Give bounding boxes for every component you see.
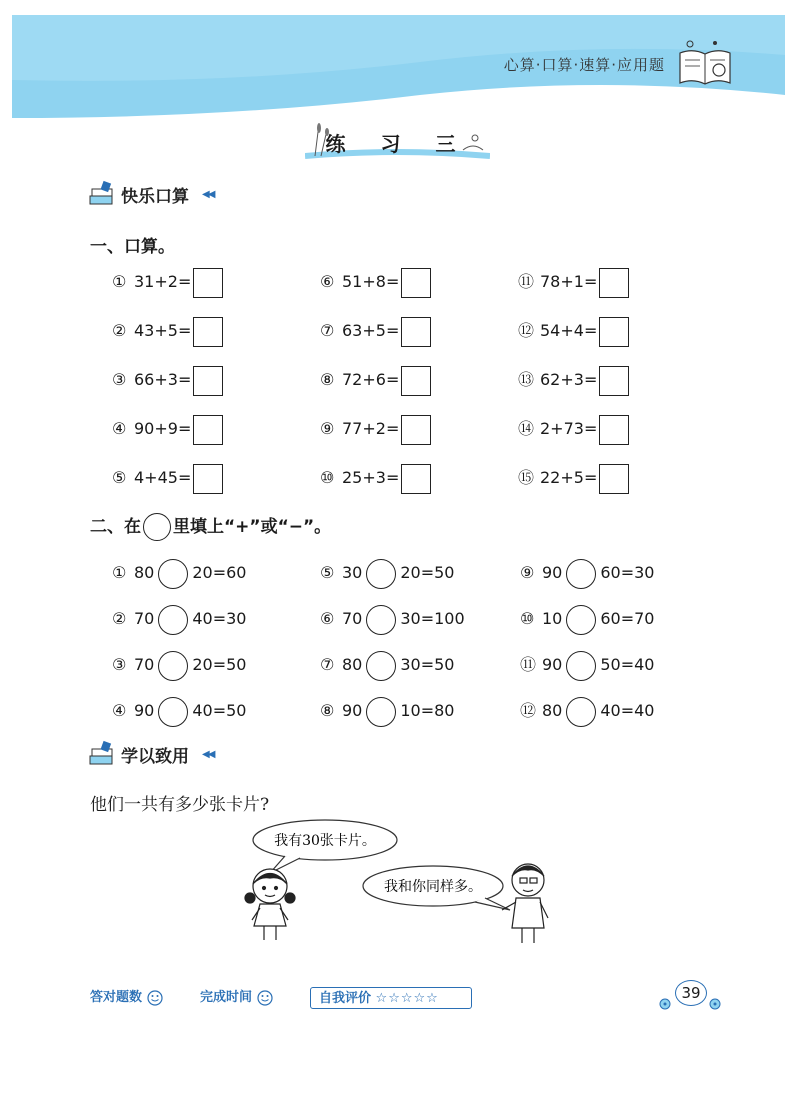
circle-symbol-icon bbox=[143, 513, 171, 541]
operator-item bbox=[520, 556, 654, 590]
operator-item bbox=[112, 694, 246, 728]
section-heading-apply bbox=[88, 740, 218, 770]
calc-item bbox=[112, 315, 223, 347]
calc-expression: 63+5= bbox=[342, 321, 400, 340]
item-number: ⑤ bbox=[320, 563, 335, 582]
equation-rest: 10=80 bbox=[400, 701, 455, 720]
equation-rest: 60=30 bbox=[600, 563, 655, 582]
calc-expression: 31+2= bbox=[134, 272, 192, 291]
equation-rest: 20=60 bbox=[192, 563, 247, 582]
item-number: ⑥ bbox=[320, 609, 335, 628]
section-label: 快乐口算 bbox=[121, 187, 189, 207]
section-label: 学以致用 bbox=[121, 747, 189, 767]
calc-expression: 2+73= bbox=[540, 419, 598, 438]
item-number: ① bbox=[112, 272, 127, 291]
operator-item bbox=[320, 556, 454, 590]
self-evaluation-box bbox=[310, 987, 472, 1009]
operator-circle[interactable] bbox=[158, 697, 188, 727]
calc-expression: 90+9= bbox=[134, 419, 192, 438]
operator-circle[interactable] bbox=[158, 605, 188, 635]
first-operand: 70 bbox=[134, 609, 155, 628]
item-number: ① bbox=[112, 563, 127, 582]
operator-item bbox=[520, 694, 654, 728]
page-number: 39 bbox=[675, 980, 707, 1006]
answer-box[interactable] bbox=[599, 415, 629, 445]
item-number: ④ bbox=[112, 419, 127, 438]
item-number: ⑭ bbox=[518, 419, 535, 438]
calc-expression: 43+5= bbox=[134, 321, 192, 340]
first-operand: 80 bbox=[134, 563, 155, 582]
answer-box[interactable] bbox=[193, 464, 223, 494]
calc-expression: 25+3= bbox=[342, 468, 400, 487]
first-operand: 30 bbox=[342, 563, 363, 582]
operator-circle[interactable] bbox=[566, 605, 596, 635]
calc-item bbox=[112, 364, 223, 396]
section-heading-happy-calc bbox=[88, 180, 218, 210]
double-arrow-icon: ◀◀ bbox=[202, 749, 214, 760]
calc-expression: 66+3= bbox=[134, 370, 192, 389]
first-operand: 80 bbox=[542, 701, 563, 720]
item-number: ⑩ bbox=[520, 609, 535, 628]
page-number-badge bbox=[655, 978, 725, 1014]
smiley-icon bbox=[147, 990, 163, 1006]
operator-item bbox=[520, 648, 654, 682]
question-2-title-post: 里填上“+”或“−”。 bbox=[173, 517, 332, 537]
question-1-title: 一、口算。 bbox=[90, 237, 175, 257]
header-subject-text: 心算·口算·速算·应用题 bbox=[503, 56, 665, 74]
answer-box[interactable] bbox=[401, 268, 431, 298]
answer-box[interactable] bbox=[401, 415, 431, 445]
item-number: ⑥ bbox=[320, 272, 335, 291]
operator-circle[interactable] bbox=[158, 651, 188, 681]
item-number: ⑧ bbox=[320, 701, 335, 720]
answer-box[interactable] bbox=[193, 317, 223, 347]
operator-circle[interactable] bbox=[366, 651, 396, 681]
item-number: ③ bbox=[112, 370, 127, 389]
item-number: ⑫ bbox=[518, 321, 535, 340]
calc-expression: 72+6= bbox=[342, 370, 400, 389]
question-2-title-pre: 二、在 bbox=[90, 517, 141, 537]
first-operand: 90 bbox=[134, 701, 155, 720]
answer-box[interactable] bbox=[599, 268, 629, 298]
calc-item bbox=[518, 462, 629, 494]
calc-item bbox=[518, 266, 629, 298]
calc-expression: 78+1= bbox=[540, 272, 598, 291]
equation-rest: 50=40 bbox=[600, 655, 655, 674]
finish-time-label: 完成时间 bbox=[200, 990, 253, 1005]
footer-correct-count bbox=[90, 986, 163, 1006]
first-operand: 70 bbox=[342, 609, 363, 628]
operator-circle[interactable] bbox=[366, 697, 396, 727]
equation-rest: 60=70 bbox=[600, 609, 655, 628]
open-book-icon bbox=[675, 38, 735, 88]
operator-circle[interactable] bbox=[566, 559, 596, 589]
item-number: ⑪ bbox=[520, 655, 537, 674]
boy-speech-text: 我和你同样多。 bbox=[384, 879, 482, 895]
answer-box[interactable] bbox=[599, 366, 629, 396]
operator-circle[interactable] bbox=[566, 651, 596, 681]
calc-expression: 22+5= bbox=[540, 468, 598, 487]
equation-rest: 20=50 bbox=[192, 655, 247, 674]
answer-box[interactable] bbox=[193, 268, 223, 298]
item-number: ⑦ bbox=[320, 321, 335, 340]
item-number: ⑫ bbox=[520, 701, 537, 720]
self-eval-label: 自我评价 bbox=[319, 991, 372, 1006]
operator-circle[interactable] bbox=[366, 605, 396, 635]
girl-speech-text: 我有30张卡片。 bbox=[274, 833, 376, 849]
operator-item bbox=[320, 648, 454, 682]
smiley-icon bbox=[257, 990, 273, 1006]
item-number: ⑮ bbox=[518, 468, 535, 487]
operator-item bbox=[112, 602, 246, 636]
operator-circle[interactable] bbox=[158, 559, 188, 589]
item-number: ⑨ bbox=[320, 419, 335, 438]
answer-box[interactable] bbox=[599, 317, 629, 347]
item-number: ⑩ bbox=[320, 468, 335, 487]
calc-item bbox=[320, 266, 431, 298]
operator-item bbox=[320, 694, 454, 728]
first-operand: 90 bbox=[342, 701, 363, 720]
operator-item bbox=[112, 556, 246, 590]
answer-box[interactable] bbox=[193, 415, 223, 445]
rating-stars[interactable]: ☆☆☆☆☆ bbox=[375, 991, 439, 1006]
calc-item bbox=[320, 364, 431, 396]
calc-item bbox=[518, 315, 629, 347]
books-icon bbox=[88, 180, 118, 208]
page-title: 练 习 三 bbox=[325, 132, 470, 156]
item-number: ③ bbox=[112, 655, 127, 674]
answer-box[interactable] bbox=[401, 464, 431, 494]
calc-item bbox=[320, 413, 431, 445]
first-operand: 80 bbox=[342, 655, 363, 674]
operator-circle[interactable] bbox=[566, 697, 596, 727]
answer-box[interactable] bbox=[599, 464, 629, 494]
calc-item bbox=[320, 462, 431, 494]
answer-box[interactable] bbox=[401, 317, 431, 347]
application-question: 他们一共有多少张卡片? bbox=[90, 795, 270, 815]
calc-item bbox=[518, 364, 629, 396]
equation-rest: 40=50 bbox=[192, 701, 247, 720]
first-operand: 10 bbox=[542, 609, 563, 628]
item-number: ⑦ bbox=[320, 655, 335, 674]
calc-item bbox=[112, 413, 223, 445]
calc-expression: 77+2= bbox=[342, 419, 400, 438]
operator-item bbox=[520, 602, 654, 636]
calc-expression: 51+8= bbox=[342, 272, 400, 291]
item-number: ⑤ bbox=[112, 468, 127, 487]
calc-item bbox=[112, 462, 223, 494]
equation-rest: 40=30 bbox=[192, 609, 247, 628]
footer-finish-time bbox=[200, 986, 273, 1006]
operator-item bbox=[320, 602, 465, 636]
calc-item bbox=[518, 413, 629, 445]
calc-item bbox=[320, 315, 431, 347]
correct-count-label: 答对题数 bbox=[90, 990, 143, 1005]
item-number: ② bbox=[112, 321, 127, 340]
calc-expression: 54+4= bbox=[540, 321, 598, 340]
exercise-title-banner bbox=[305, 120, 490, 160]
equation-rest: 30=100 bbox=[400, 609, 465, 628]
item-number: ⑧ bbox=[320, 370, 335, 389]
equation-rest: 20=50 bbox=[400, 563, 455, 582]
first-operand: 90 bbox=[542, 655, 563, 674]
first-operand: 70 bbox=[134, 655, 155, 674]
cartoon-illustration bbox=[240, 818, 560, 948]
operator-circle[interactable] bbox=[366, 559, 396, 589]
item-number: ④ bbox=[112, 701, 127, 720]
equation-rest: 30=50 bbox=[400, 655, 455, 674]
item-number: ⑬ bbox=[518, 370, 535, 389]
question-2-title bbox=[90, 512, 331, 541]
calc-item bbox=[112, 266, 223, 298]
item-number: ⑨ bbox=[520, 563, 535, 582]
calc-expression: 4+45= bbox=[134, 468, 192, 487]
item-number: ② bbox=[112, 609, 127, 628]
books-icon bbox=[88, 740, 118, 768]
answer-box[interactable] bbox=[193, 366, 223, 396]
double-arrow-icon: ◀◀ bbox=[202, 189, 214, 200]
calc-expression: 62+3= bbox=[540, 370, 598, 389]
answer-box[interactable] bbox=[401, 366, 431, 396]
equation-rest: 40=40 bbox=[600, 701, 655, 720]
first-operand: 90 bbox=[542, 563, 563, 582]
operator-item bbox=[112, 648, 246, 682]
item-number: ⑪ bbox=[518, 272, 535, 291]
